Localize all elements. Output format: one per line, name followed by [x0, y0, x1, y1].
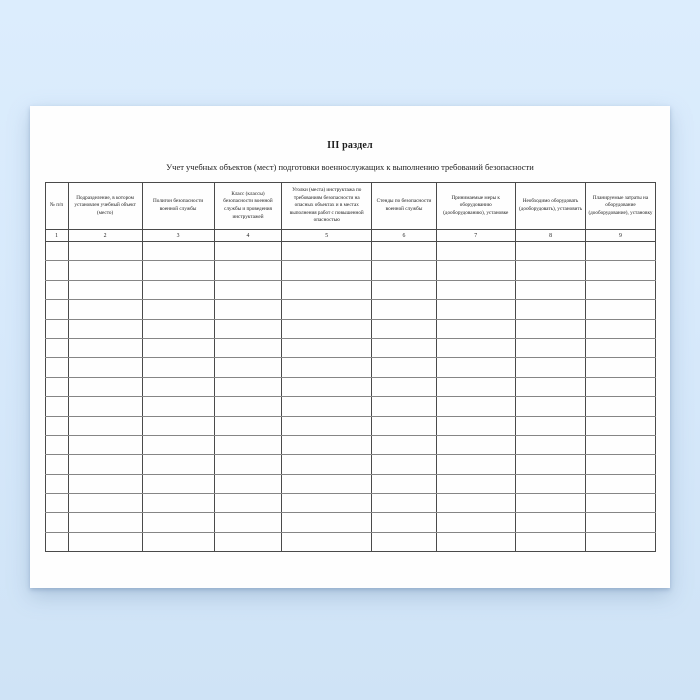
table-cell: [45, 242, 68, 261]
table-cell: [586, 455, 655, 474]
table-cell: [214, 397, 282, 416]
table-cell: [515, 300, 586, 319]
column-number-cell: 7: [436, 230, 515, 242]
table-cell: [282, 474, 372, 493]
table-row: [45, 513, 655, 532]
table-cell: [45, 377, 68, 396]
table-row: [45, 397, 655, 416]
table-cell: [45, 474, 68, 493]
table-cell: [515, 261, 586, 280]
table-cell: [586, 338, 655, 357]
table-cell: [45, 435, 68, 454]
table-cell: [586, 494, 655, 513]
table-cell: [282, 358, 372, 377]
table-cell: [214, 319, 282, 338]
table-cell: [68, 474, 142, 493]
table-cell: [436, 280, 515, 299]
table-cell: [142, 435, 214, 454]
table-cell: [586, 319, 655, 338]
table-cell: [282, 494, 372, 513]
table-cell: [282, 455, 372, 474]
column-header: Необходимо оборудовать (дооборудовать), установить: [515, 183, 586, 230]
table-cell: [142, 261, 214, 280]
table-cell: [142, 494, 214, 513]
table-cell: [586, 280, 655, 299]
table-header-row: [45, 183, 655, 230]
table-cell: [142, 377, 214, 396]
table-cell: [282, 261, 372, 280]
table-cell: [436, 513, 515, 532]
table-cell: [372, 397, 437, 416]
table-cell: [515, 532, 586, 551]
table-cell: [436, 338, 515, 357]
table-cell: [515, 242, 586, 261]
table-cell: [142, 242, 214, 261]
table-cell: [372, 280, 437, 299]
table-cell: [282, 397, 372, 416]
table-cell: [515, 513, 586, 532]
table-row: [45, 494, 655, 513]
table-cell: [372, 242, 437, 261]
table-cell: [214, 532, 282, 551]
table-cell: [68, 242, 142, 261]
table-cell: [436, 455, 515, 474]
table-cell: [586, 300, 655, 319]
column-number-cell: 3: [142, 230, 214, 242]
table-cell: [142, 338, 214, 357]
column-number-cell: 9: [586, 230, 655, 242]
table-cell: [586, 377, 655, 396]
table-cell: [372, 377, 437, 396]
table-cell: [282, 300, 372, 319]
table-cell: [515, 338, 586, 357]
table-cell: [372, 261, 437, 280]
table-row: [45, 455, 655, 474]
table-row: [45, 377, 655, 396]
table-cell: [586, 435, 655, 454]
table-body: [45, 242, 655, 552]
table-row: [45, 416, 655, 435]
table-cell: [45, 280, 68, 299]
table-cell: [515, 416, 586, 435]
document-content: [30, 106, 670, 552]
column-header: Принимаемые меры к оборудованию (дооборудованию), установке: [436, 183, 515, 230]
table-cell: [214, 455, 282, 474]
table-row: [45, 338, 655, 357]
column-header: Планируемые затраты на оборудование (дооборудование), установку: [586, 183, 655, 230]
table-cell: [515, 455, 586, 474]
table-cell: [282, 513, 372, 532]
table-cell: [214, 513, 282, 532]
column-number-cell: 8: [515, 230, 586, 242]
table-cell: [282, 319, 372, 338]
table-cell: [68, 455, 142, 474]
table-cell: [436, 242, 515, 261]
table-cell: [214, 242, 282, 261]
table-cell: [372, 416, 437, 435]
column-header: Уголки (места) инструктажа по требованиям безопасности на опасных объектах и в местах выполнения работ с повышенной опасностью: [282, 183, 372, 230]
table-cell: [372, 319, 437, 338]
table-cell: [282, 377, 372, 396]
table-cell: [68, 261, 142, 280]
column-number-cell: 6: [372, 230, 437, 242]
table-cell: [45, 397, 68, 416]
column-header: № п/п: [45, 183, 68, 230]
table-cell: [586, 242, 655, 261]
table-cell: [68, 280, 142, 299]
column-number-cell: 5: [282, 230, 372, 242]
column-number-cell: 1: [45, 230, 68, 242]
table-row: [45, 280, 655, 299]
column-number-cell: 4: [214, 230, 282, 242]
table-cell: [68, 416, 142, 435]
table-cell: [586, 416, 655, 435]
table-cell: [45, 319, 68, 338]
table-cell: [436, 300, 515, 319]
table-cell: [45, 494, 68, 513]
table-cell: [68, 513, 142, 532]
table-cell: [214, 435, 282, 454]
table-cell: [586, 358, 655, 377]
table-cell: [436, 494, 515, 513]
table-cell: [586, 261, 655, 280]
table-cell: [142, 358, 214, 377]
table-cell: [282, 435, 372, 454]
table-title: Учет учебных объектов (мест) подготовки военнослужащих к выполнению требований безопасности: [166, 162, 534, 172]
table-cell: [586, 513, 655, 532]
table-cell: [282, 280, 372, 299]
column-header: Подразделение, в котором установлен учебный объект (место): [68, 183, 142, 230]
column-number-row: [45, 230, 655, 242]
table-cell: [142, 397, 214, 416]
table-cell: [214, 377, 282, 396]
table-row: [45, 242, 655, 261]
section-title: III раздел: [327, 140, 373, 151]
table-cell: [68, 494, 142, 513]
table-cell: [372, 455, 437, 474]
table-cell: [372, 435, 437, 454]
table-cell: [214, 494, 282, 513]
table-cell: [436, 435, 515, 454]
table-cell: [68, 319, 142, 338]
table-cell: [372, 513, 437, 532]
table-cell: [515, 280, 586, 299]
table-cell: [436, 377, 515, 396]
table-cell: [45, 300, 68, 319]
table-cell: [45, 532, 68, 551]
table-cell: [68, 532, 142, 551]
column-number-cell: 2: [68, 230, 142, 242]
table-row: [45, 358, 655, 377]
table-cell: [436, 397, 515, 416]
table-cell: [214, 261, 282, 280]
table-cell: [68, 300, 142, 319]
table-cell: [515, 494, 586, 513]
registration-table: [45, 182, 656, 552]
table-cell: [515, 397, 586, 416]
table-cell: [142, 319, 214, 338]
table-cell: [372, 474, 437, 493]
table-cell: [142, 280, 214, 299]
table-cell: [372, 532, 437, 551]
table-cell: [45, 338, 68, 357]
table-cell: [142, 474, 214, 493]
table-cell: [372, 494, 437, 513]
table-row: [45, 300, 655, 319]
table-cell: [436, 319, 515, 338]
table-cell: [68, 338, 142, 357]
table-row: [45, 532, 655, 551]
table-cell: [214, 338, 282, 357]
table-cell: [436, 358, 515, 377]
table-cell: [372, 300, 437, 319]
table-cell: [214, 474, 282, 493]
table-cell: [515, 319, 586, 338]
table-cell: [45, 513, 68, 532]
table-cell: [515, 377, 586, 396]
table-cell: [515, 435, 586, 454]
table-cell: [142, 300, 214, 319]
table-cell: [68, 358, 142, 377]
table-cell: [372, 338, 437, 357]
table-row: [45, 261, 655, 280]
table-cell: [45, 455, 68, 474]
table-cell: [45, 358, 68, 377]
document-sheet: [30, 106, 670, 588]
table-cell: [214, 358, 282, 377]
table-cell: [214, 280, 282, 299]
table-cell: [214, 300, 282, 319]
table-cell: [142, 532, 214, 551]
table-cell: [515, 358, 586, 377]
table-cell: [436, 416, 515, 435]
table-cell: [45, 416, 68, 435]
table-cell: [436, 261, 515, 280]
table-cell: [142, 455, 214, 474]
table-cell: [214, 416, 282, 435]
table-cell: [68, 397, 142, 416]
table-cell: [515, 474, 586, 493]
table-row: [45, 474, 655, 493]
table-cell: [372, 358, 437, 377]
table-cell: [586, 532, 655, 551]
table-cell: [142, 513, 214, 532]
table-cell: [586, 474, 655, 493]
table-row: [45, 435, 655, 454]
table-cell: [282, 242, 372, 261]
table-row: [45, 319, 655, 338]
column-header: Полигон безопасности военной службы: [142, 183, 214, 230]
table-cell: [436, 532, 515, 551]
table-cell: [45, 261, 68, 280]
table-cell: [282, 532, 372, 551]
table-cell: [68, 435, 142, 454]
table-cell: [436, 474, 515, 493]
column-header: Класс (классы) безопасности военной службы и проведения инструктажей: [214, 183, 282, 230]
table-cell: [282, 338, 372, 357]
column-header: Стенды по безопасности военной службы: [372, 183, 437, 230]
table-cell: [142, 416, 214, 435]
table-cell: [282, 416, 372, 435]
table-cell: [586, 397, 655, 416]
table-cell: [68, 377, 142, 396]
